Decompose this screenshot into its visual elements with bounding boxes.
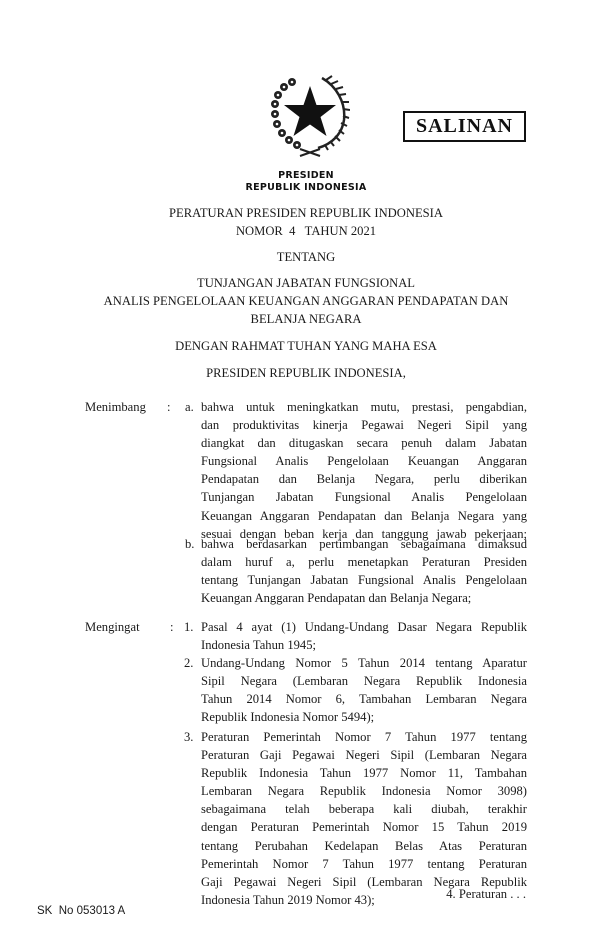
text-line: sebagaimana telah beberapa kali diubah, terakhir — [201, 802, 527, 817]
text-line: Pasal 4 ayat (1) Undang-Undang Dasar Negara Republik — [201, 620, 527, 634]
text-line: Indonesia Tahun 2019 Nomor 43); — [201, 892, 375, 907]
salinan-stamp: SALINAN — [403, 111, 526, 142]
subject-line-1: TUNJANGAN JABATAN FUNGSIONAL — [197, 276, 415, 290]
mengingat-3-text — [201, 728, 527, 909]
mengingat-1-text — [201, 618, 527, 654]
menimbang-b-marker: b. — [185, 537, 195, 551]
menimbang-colon: : — [167, 400, 171, 414]
garuda-star-emblem-icon — [270, 72, 350, 162]
invocation: DENGAN RAHMAT TUHAN YANG MAHA ESA — [175, 339, 437, 353]
text-line: Peraturan Pemerintah Nomor 7 Tahun 1977 tentang — [201, 730, 527, 744]
text-line: dalam huruf a, perlu menetapkan Peraturan Presiden — [201, 555, 527, 570]
text-line: Tahun 2014 Nomor 6, Tambahan Lembaran Negara — [201, 692, 527, 707]
text-line: bahwa untuk meningkatkan mutu, prestasi, pengabdian, — [201, 400, 527, 414]
text-line: Keuangan Anggaran Pendapatan dan Belanja Negara; — [201, 591, 472, 606]
regulation-number: NOMOR 4 TAHUN 2021 — [235, 224, 377, 238]
text-line: Undang-Undang Nomor 5 Tahun 2014 tentang Aparatur — [201, 656, 527, 670]
mengingat-1-marker: 1. — [184, 620, 194, 634]
text-line: Lembaran Negara Republik Indonesia Nomor 3098) — [201, 784, 527, 799]
mengingat-label: Mengingat — [85, 620, 140, 634]
text-line: Peraturan Gaji Pegawai Negeri Sipil (Lembaran Negara — [201, 748, 527, 763]
text-line: Tunjangan Jabatan Fungsional Analis Pengelolaan — [201, 490, 527, 505]
about-heading: TENTANG — [276, 250, 336, 264]
text-line: Gaji Pegawai Negeri Sipil (Lembaran Negara Republik — [201, 874, 527, 889]
text-line: tentang Perubahan Kedelapan Belas Atas Peraturan — [201, 838, 527, 853]
page-continuation: 4. Peraturan . . . — [446, 887, 526, 901]
text-line: Pendapatan dan Belanja Negara, perlu diberikan — [201, 472, 527, 487]
document-code: SK No 053013 A — [37, 905, 126, 917]
mengingat-3-marker: 3. — [184, 730, 194, 744]
issuer-line-1: PRESIDEN — [278, 170, 334, 181]
subject-line-2: ANALIS PENGELOLAAN KEUANGAN ANGGARAN PENDAPATAN DAN — [103, 294, 509, 308]
text-line: Republik Indonesia Tahun 1977 Nomor 11, Tambahan — [201, 766, 527, 781]
issuer-line-2: REPUBLIK INDONESIA — [245, 182, 367, 193]
text-line: Keuangan Anggaran Pendapatan dan Belanja Negara yang — [201, 508, 527, 523]
text-line: Republik Indonesia Nomor 5494); — [201, 710, 375, 725]
mengingat-2-marker: 2. — [184, 656, 194, 670]
text-line: Fungsional Analis Pengelolaan Keuangan Anggaran — [201, 454, 527, 469]
menimbang-label: Menimbang — [85, 400, 146, 414]
text-line: Pemerintah Nomor 7 Tahun 1977 tentang Peraturan — [201, 856, 527, 871]
regulation-title: PERATURAN PRESIDEN REPUBLIK INDONESIA — [169, 206, 443, 220]
text-line: dengan Peraturan Pemerintah Nomor 15 Tahun 2019 — [201, 820, 527, 835]
mengingat-colon: : — [170, 620, 174, 634]
subject-line-3: BELANJA NEGARA — [250, 312, 362, 326]
issuer-declaration: PRESIDEN REPUBLIK INDONESIA, — [206, 366, 406, 380]
text-line: diangkat dan ditugaskan secara penuh dalam Jabatan — [201, 436, 527, 451]
menimbang-b-text — [201, 535, 527, 607]
menimbang-a-marker: a. — [185, 400, 194, 414]
text-line: Indonesia Tahun 1945; — [201, 638, 317, 653]
text-line: dan produktivitas kinerja Pegawai Negeri Sipil yang — [201, 418, 527, 433]
menimbang-a-text — [201, 398, 527, 543]
text-line: tentang Tunjangan Jabatan Fungsional Analis Pengelolaan — [201, 573, 527, 588]
text-line: sesuai dengan beban kerja dan tanggung jawab pekerjaan; — [201, 526, 527, 541]
text-line: bahwa berdasarkan pertimbangan sebagaimana dimaksud — [201, 537, 527, 551]
mengingat-2-text — [201, 654, 527, 726]
text-line: Sipil Negara (Lembaran Negara Republik Indonesia — [201, 674, 527, 689]
